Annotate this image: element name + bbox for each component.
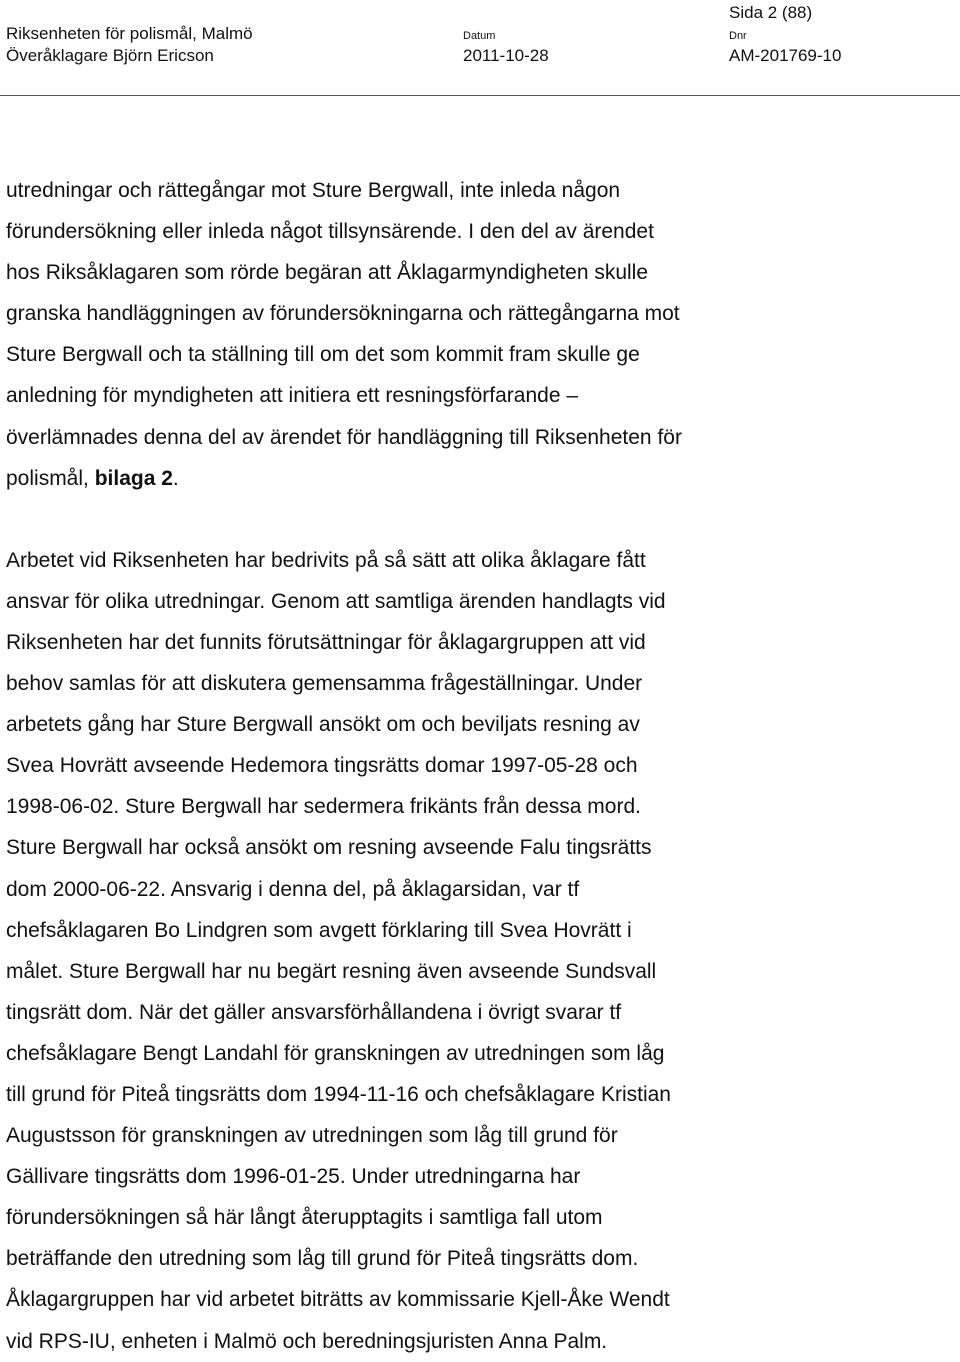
- text-line: utredningar och rättegångar mot Sture Bergwall, inte inleda någon: [6, 179, 621, 202]
- text-line: till grund för Piteå tingsrätts dom 1994-11-16 och chefsåklagare Kristian: [6, 1082, 671, 1106]
- header-divider: [0, 95, 960, 96]
- text-line: Sture Bergwall och ta ställning till om det som kommit fram skulle ge: [6, 343, 640, 367]
- author-name: Överåklagare Björn Ericson: [6, 46, 214, 65]
- text-line: granska handläggningen av förundersökningarna och rättegångarna mot: [6, 302, 680, 326]
- text-line: tingsrätt dom. När det gäller ansvarsförhållandena i övrigt svarar tf: [6, 1000, 622, 1024]
- text-line: Riksenheten har det funnits förutsättningar för åklagargruppen att vid: [6, 630, 646, 654]
- text-line: förundersökning eller inleda något tillsynsärende. I den del av ärendet: [6, 220, 654, 244]
- text-line: ansvar för olika utredningar. Genom att samtliga ärenden handlagts vid: [6, 589, 666, 613]
- organization-name: Riksenheten för polismål, Malmö: [6, 24, 253, 43]
- text-line: vid RPS-IU, enheten i Malmö och beredningsjuristen Anna Palm.: [6, 1329, 608, 1353]
- text-line: målet. Sture Bergwall har nu begärt resning även avseende Sundsvall: [6, 959, 657, 983]
- paragraph-1: [6, 170, 956, 499]
- text-line: chefsåklagare Bengt Landahl för granskningen av utredningen som låg: [6, 1041, 665, 1065]
- text-line: 1998-06-02. Sture Bergwall har sedermera frikänts från dessa mord.: [6, 795, 641, 819]
- text-line: Åklagargruppen har vid arbetet biträtts av kommissarie Kjell-Åke Wendt: [6, 1288, 670, 1312]
- text-line: förundersökningen så här långt återupptagits i samtliga fall utom: [6, 1206, 603, 1230]
- text-fragment: .: [172, 466, 179, 490]
- attachment-reference: bilaga 2: [94, 466, 173, 490]
- text-line: anledning för myndigheten att initiera ett resningsförfarande –: [6, 384, 579, 408]
- text-line: arbetets gång har Sture Bergwall ansökt om och beviljats resning av: [6, 713, 640, 737]
- text-line: Sture Bergwall har också ansökt om resning avseende Falu tingsrätts: [6, 836, 652, 860]
- dnr-value: AM-201769-10: [729, 46, 842, 65]
- text-line: [6, 458, 956, 499]
- text-line: överlämnades denna del av ärendet för handläggning till Riksenheten för: [6, 425, 682, 449]
- text-line: behov samlas för att diskutera gemensamma frågeställningar. Under: [6, 672, 643, 696]
- paragraph-2: [6, 540, 956, 1362]
- document-body: [6, 170, 956, 1362]
- text-line: Augustsson för granskningen av utredningen som låg till grund för: [6, 1124, 618, 1148]
- date-label: Datum: [463, 30, 496, 42]
- text-line: hos Riksåklagaren som rörde begäran att Åklagarmyndigheten skulle: [6, 261, 649, 285]
- text-line: Arbetet vid Riksenheten har bedrivits på så sätt att olika åklagare fått: [6, 548, 646, 572]
- text-line: dom 2000-06-22. Ansvarig i denna del, på åklagarsidan, var tf: [6, 877, 580, 901]
- dnr-label: Dnr: [729, 30, 747, 42]
- date-value: 2011-10-28: [463, 46, 549, 65]
- text-fragment: polismål,: [6, 466, 95, 490]
- text-line: beträffande den utredning som låg till grund för Piteå tingsrätts dom.: [6, 1247, 639, 1271]
- text-line: Svea Hovrätt avseende Hedemora tingsrätts domar 1997-05-28 och: [6, 754, 638, 778]
- page-number: Sida 2 (88): [729, 3, 813, 22]
- text-line: chefsåklagaren Bo Lindgren som avgett förklaring till Svea Hovrätt i: [6, 918, 632, 942]
- text-line: Gällivare tingsrätts dom 1996-01-25. Under utredningarna har: [6, 1165, 581, 1189]
